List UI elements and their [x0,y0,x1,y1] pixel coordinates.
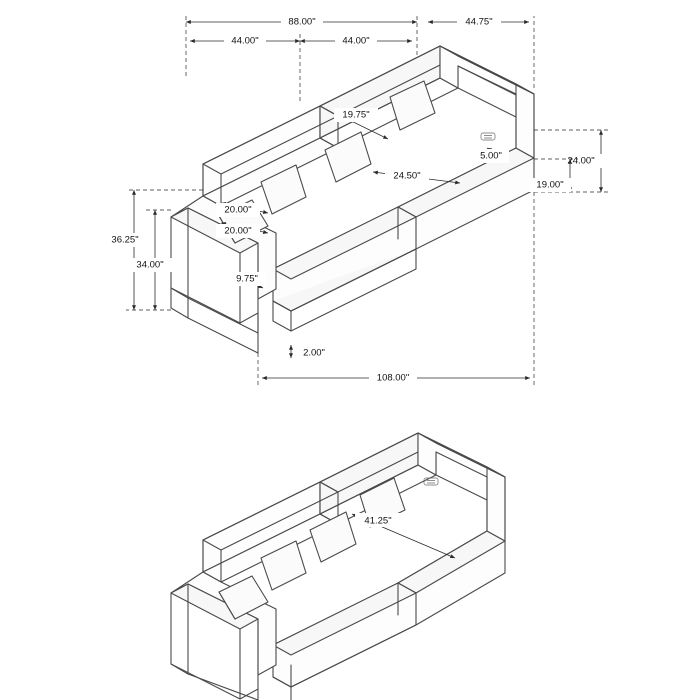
dim-back-section-right: 44.00" [342,35,370,47]
dim-pillow-diagonal: 19.75" [342,109,370,121]
dim-arm-height: 34.00" [136,259,164,271]
dim-arm-width: 9.75" [236,273,258,285]
dim-pillow-width-lower: 20.00" [224,225,252,237]
brand-tag-icon-bottom [424,478,438,485]
dim-leg-height: 2.00" [303,347,325,359]
dim-overall-back-width: 88.00" [288,16,316,28]
dim-seat-back-height: 19.00" [536,179,564,191]
dim-back-section-left: 44.00" [231,35,259,47]
dim-seat-depth-diagonal: 24.50" [393,170,421,182]
brand-tag-icon [481,133,495,140]
bottom-view-dimensions [352,513,455,558]
dim-chaise-width: 44.75" [465,16,493,28]
dim-seat-depth: 41.25" [364,515,392,527]
top-view-dimensions [103,14,610,385]
top-view-sofa [171,46,534,353]
dim-overall-height: 24.00" [567,155,595,167]
dim-overall-height-with-back: 36.25" [111,234,139,246]
dim-arm-top-thickness: 5.00" [480,150,502,162]
bottom-view-sofa [171,433,505,700]
dim-overall-length: 108.00" [376,372,410,384]
dim-pillow-width-upper: 20.00" [224,204,252,216]
